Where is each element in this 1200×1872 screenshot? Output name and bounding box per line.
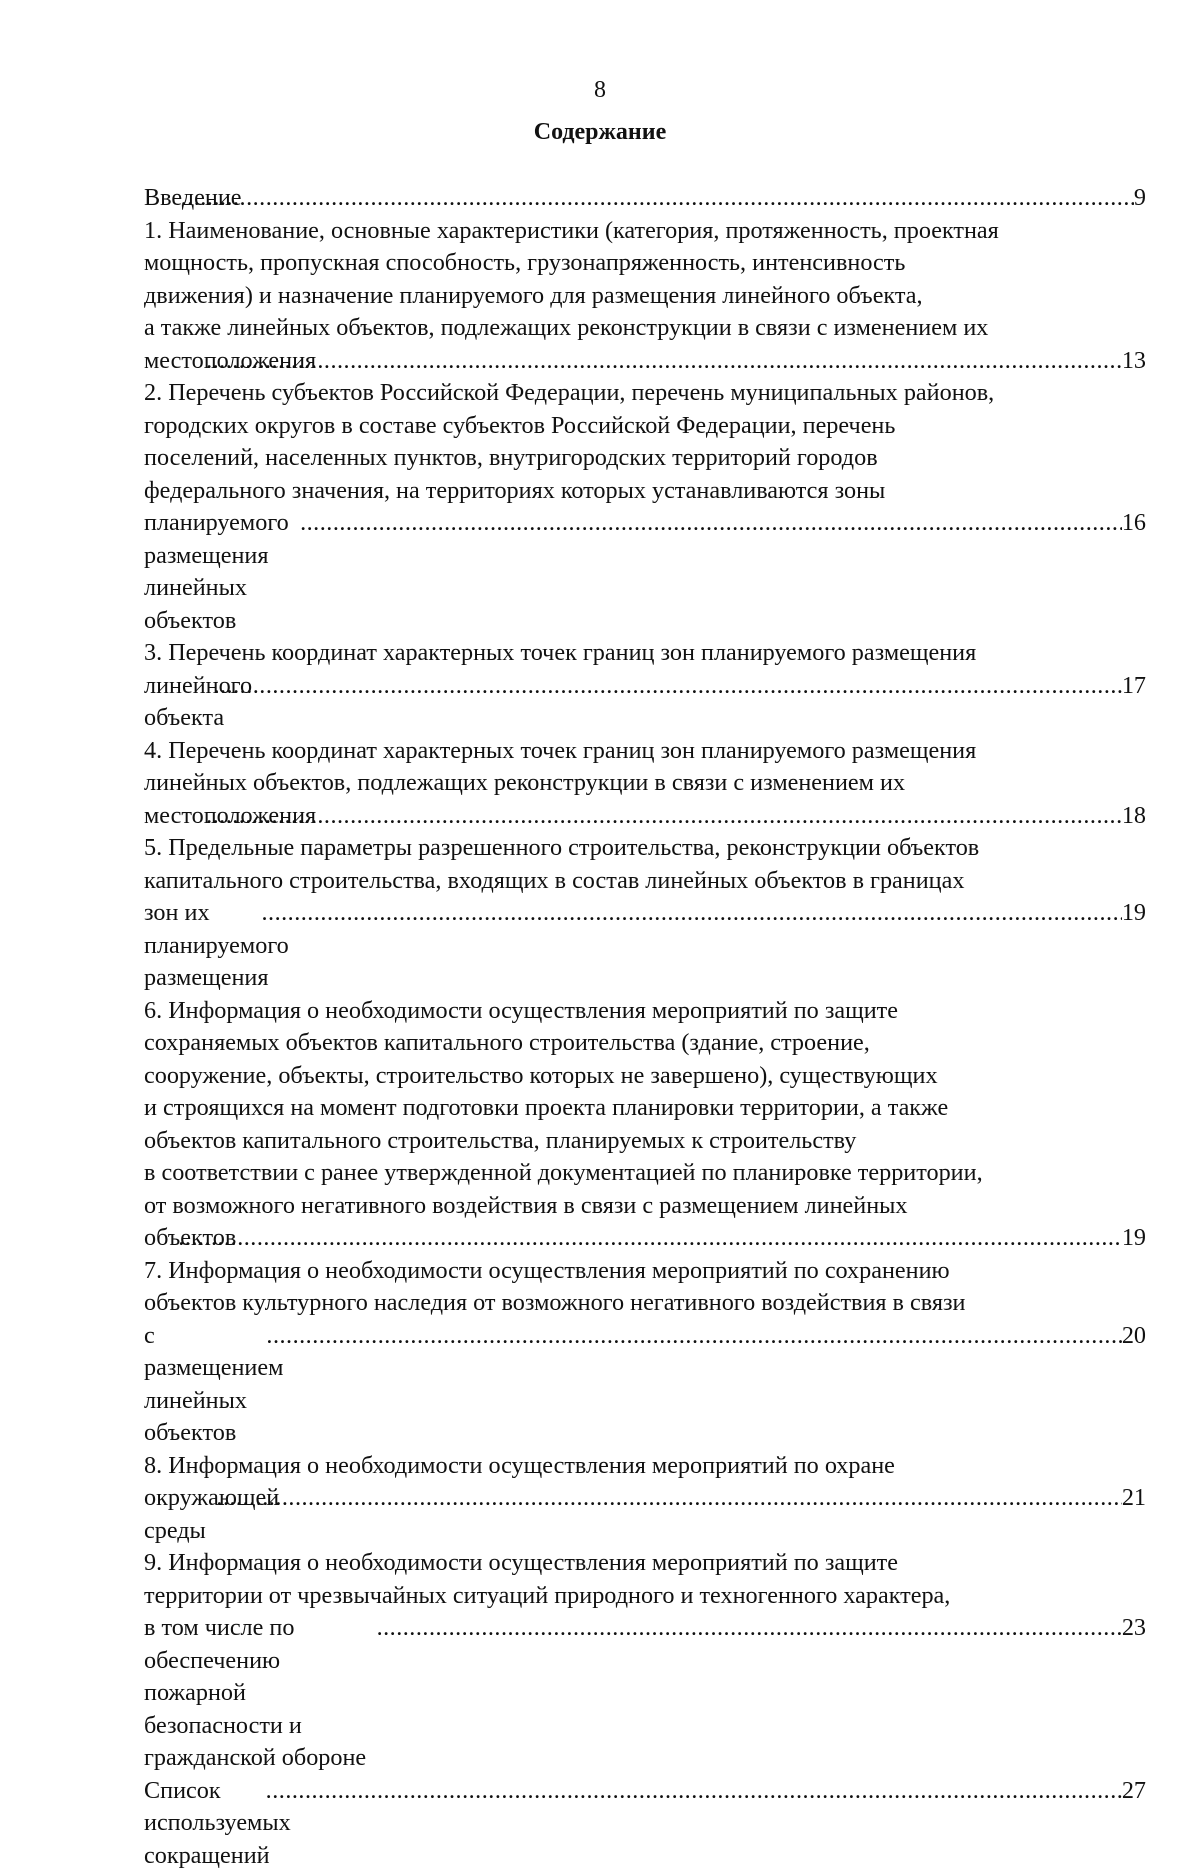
toc-entry-text: с размещением линейных объектов (144, 1320, 266, 1450)
toc-entry[interactable] (144, 670, 1146, 735)
toc-entry-text: капитального строительства, входящих в состав линейных объектов в границах (144, 865, 964, 898)
toc-entry[interactable] (144, 1482, 1146, 1547)
toc-entry[interactable] (144, 1612, 1146, 1775)
toc-entry[interactable] (144, 1775, 1146, 1872)
toc-entry-line (144, 312, 1146, 345)
toc-entry-text: в соответствии с ранее утвержденной документацией по планировке территории, (144, 1157, 983, 1190)
toc-entry-text: 3. Перечень координат характерных точек границ зон планируемого размещения (144, 637, 976, 670)
toc-entry-line (144, 1125, 1146, 1158)
toc-entry-text: местоположения (144, 345, 206, 378)
toc-entry-text: линейных объектов, подлежащих реконструкции в связи с изменением их (144, 767, 905, 800)
toc-entry-text: мощность, пропускная способность, грузонапряженность, интенсивность (144, 247, 905, 280)
toc-entry-text: 1. Наименование, основные характеристики (категория, протяженность, проектная (144, 215, 999, 248)
dot-leader (266, 1775, 1122, 1808)
toc-entry-line (144, 1547, 1146, 1580)
toc-entry-text: 2. Перечень субъектов Российской Федерации, перечень муниципальных районов, (144, 377, 994, 410)
toc-page-number: 16 (1122, 507, 1146, 540)
toc-entry-line (144, 735, 1146, 768)
toc-page-number: 9 (1134, 182, 1146, 215)
dot-leader (216, 1482, 1121, 1515)
toc-entry[interactable] (144, 507, 1146, 637)
toc-entry-text: объектов культурного наследия от возможного негативного воздействия в связи (144, 1287, 966, 1320)
dot-leader (206, 800, 1122, 833)
toc-entry-line (144, 247, 1146, 280)
toc-entry-line (144, 1287, 1146, 1320)
toc-entry-text: Введение (144, 182, 181, 215)
toc-entry-text: местоположения (144, 800, 206, 833)
toc-page-number: 17 (1122, 670, 1146, 703)
dot-leader (178, 1222, 1122, 1255)
toc-entry-text: сооружение, объекты, строительство которых не завершено), существующих (144, 1060, 938, 1093)
toc-entry-line (144, 1157, 1146, 1190)
page-title: Содержание (0, 116, 1200, 148)
toc-entry-line (144, 475, 1146, 508)
toc-entry-text: 8. Информация о необходимости осуществления мероприятий по охране (144, 1450, 895, 1483)
toc-entry-text: 9. Информация о необходимости осуществления мероприятий по защите (144, 1547, 898, 1580)
toc-page-number: 27 (1122, 1775, 1146, 1808)
toc-entry-text: от возможного негативного воздействия в связи с размещением линейных (144, 1190, 908, 1223)
toc-entry-text: 6. Информация о необходимости осуществления мероприятий по защите (144, 995, 898, 1028)
toc-entry-text: сохраняемых объектов капитального строительства (здание, строение, (144, 1027, 870, 1060)
dot-leader (261, 897, 1121, 930)
toc-entry-line (144, 215, 1146, 248)
toc-entry-text: линейного объекта (144, 670, 213, 735)
toc-entry-text: территории от чрезвычайных ситуаций природного и техногенного характера, (144, 1580, 950, 1613)
toc-entry-text: объектов (144, 1222, 178, 1255)
dot-leader (213, 670, 1121, 703)
toc-entry[interactable] (144, 897, 1146, 995)
toc-entry-text: объектов капитального строительства, планируемых к строительству (144, 1125, 856, 1158)
toc-entry-text: планируемого размещения линейных объектов (144, 507, 300, 637)
toc-entry-line (144, 1027, 1146, 1060)
toc-entry[interactable] (144, 182, 1146, 215)
toc-entry-text: городских округов в составе субъектов Российской Федерации, перечень (144, 410, 895, 443)
toc-entry-line (144, 865, 1146, 898)
toc-entry-text: окружающей среды (144, 1482, 216, 1547)
dot-leader (181, 182, 1134, 215)
toc-page-number: 23 (1122, 1612, 1146, 1645)
toc-entry-line (144, 832, 1146, 865)
toc-entry-line (144, 1255, 1146, 1288)
toc-entry-text: движения) и назначение планируемого для размещения линейного объекта, (144, 280, 923, 313)
toc-page-number: 18 (1122, 800, 1146, 833)
toc-entry-line (144, 637, 1146, 670)
toc-entry-line (144, 1092, 1146, 1125)
table-of-contents (144, 182, 1146, 1872)
toc-entry-text: и строящихся на момент подготовки проекта планировки территории, а также (144, 1092, 948, 1125)
toc-entry[interactable] (144, 345, 1146, 378)
toc-entry-line (144, 280, 1146, 313)
toc-page-number: 19 (1122, 1222, 1146, 1255)
toc-entry-line (144, 377, 1146, 410)
toc-entry[interactable] (144, 800, 1146, 833)
toc-entry[interactable] (144, 1320, 1146, 1450)
toc-page-number: 19 (1122, 897, 1146, 930)
dot-leader (377, 1612, 1122, 1645)
toc-entry-line (144, 410, 1146, 443)
toc-entry-line (144, 1580, 1146, 1613)
toc-entry-line (144, 1060, 1146, 1093)
page-number: 8 (0, 74, 1200, 106)
dot-leader (206, 345, 1122, 378)
dot-leader (266, 1320, 1121, 1353)
toc-entry-text: зон их планируемого размещения (144, 897, 261, 995)
toc-entry-line (144, 995, 1146, 1028)
toc-entry-text: а также линейных объектов, подлежащих реконструкции в связи с изменением их (144, 312, 988, 345)
toc-entry-line (144, 1190, 1146, 1223)
dot-leader (300, 507, 1122, 540)
toc-page-number: 13 (1122, 345, 1146, 378)
toc-entry-line (144, 442, 1146, 475)
toc-entry-text: 5. Предельные параметры разрешенного строительства, реконструкции объектов (144, 832, 979, 865)
toc-page-number: 21 (1122, 1482, 1146, 1515)
toc-entry-text: Список используемых сокращений (144, 1775, 266, 1872)
toc-entry-line (144, 767, 1146, 800)
toc-entry-text: поселений, населенных пунктов, внутригородских территорий городов (144, 442, 878, 475)
toc-page-number: 20 (1122, 1320, 1146, 1353)
toc-entry-text: 4. Перечень координат характерных точек границ зон планируемого размещения (144, 735, 976, 768)
toc-entry-text: 7. Информация о необходимости осуществления мероприятий по сохранению (144, 1255, 950, 1288)
toc-entry-text: федерального значения, на территориях которых устанавливаются зоны (144, 475, 885, 508)
toc-entry-line (144, 1450, 1146, 1483)
toc-entry[interactable] (144, 1222, 1146, 1255)
toc-entry-text: в том числе по обеспечению пожарной безопасности и гражданской обороне (144, 1612, 377, 1775)
